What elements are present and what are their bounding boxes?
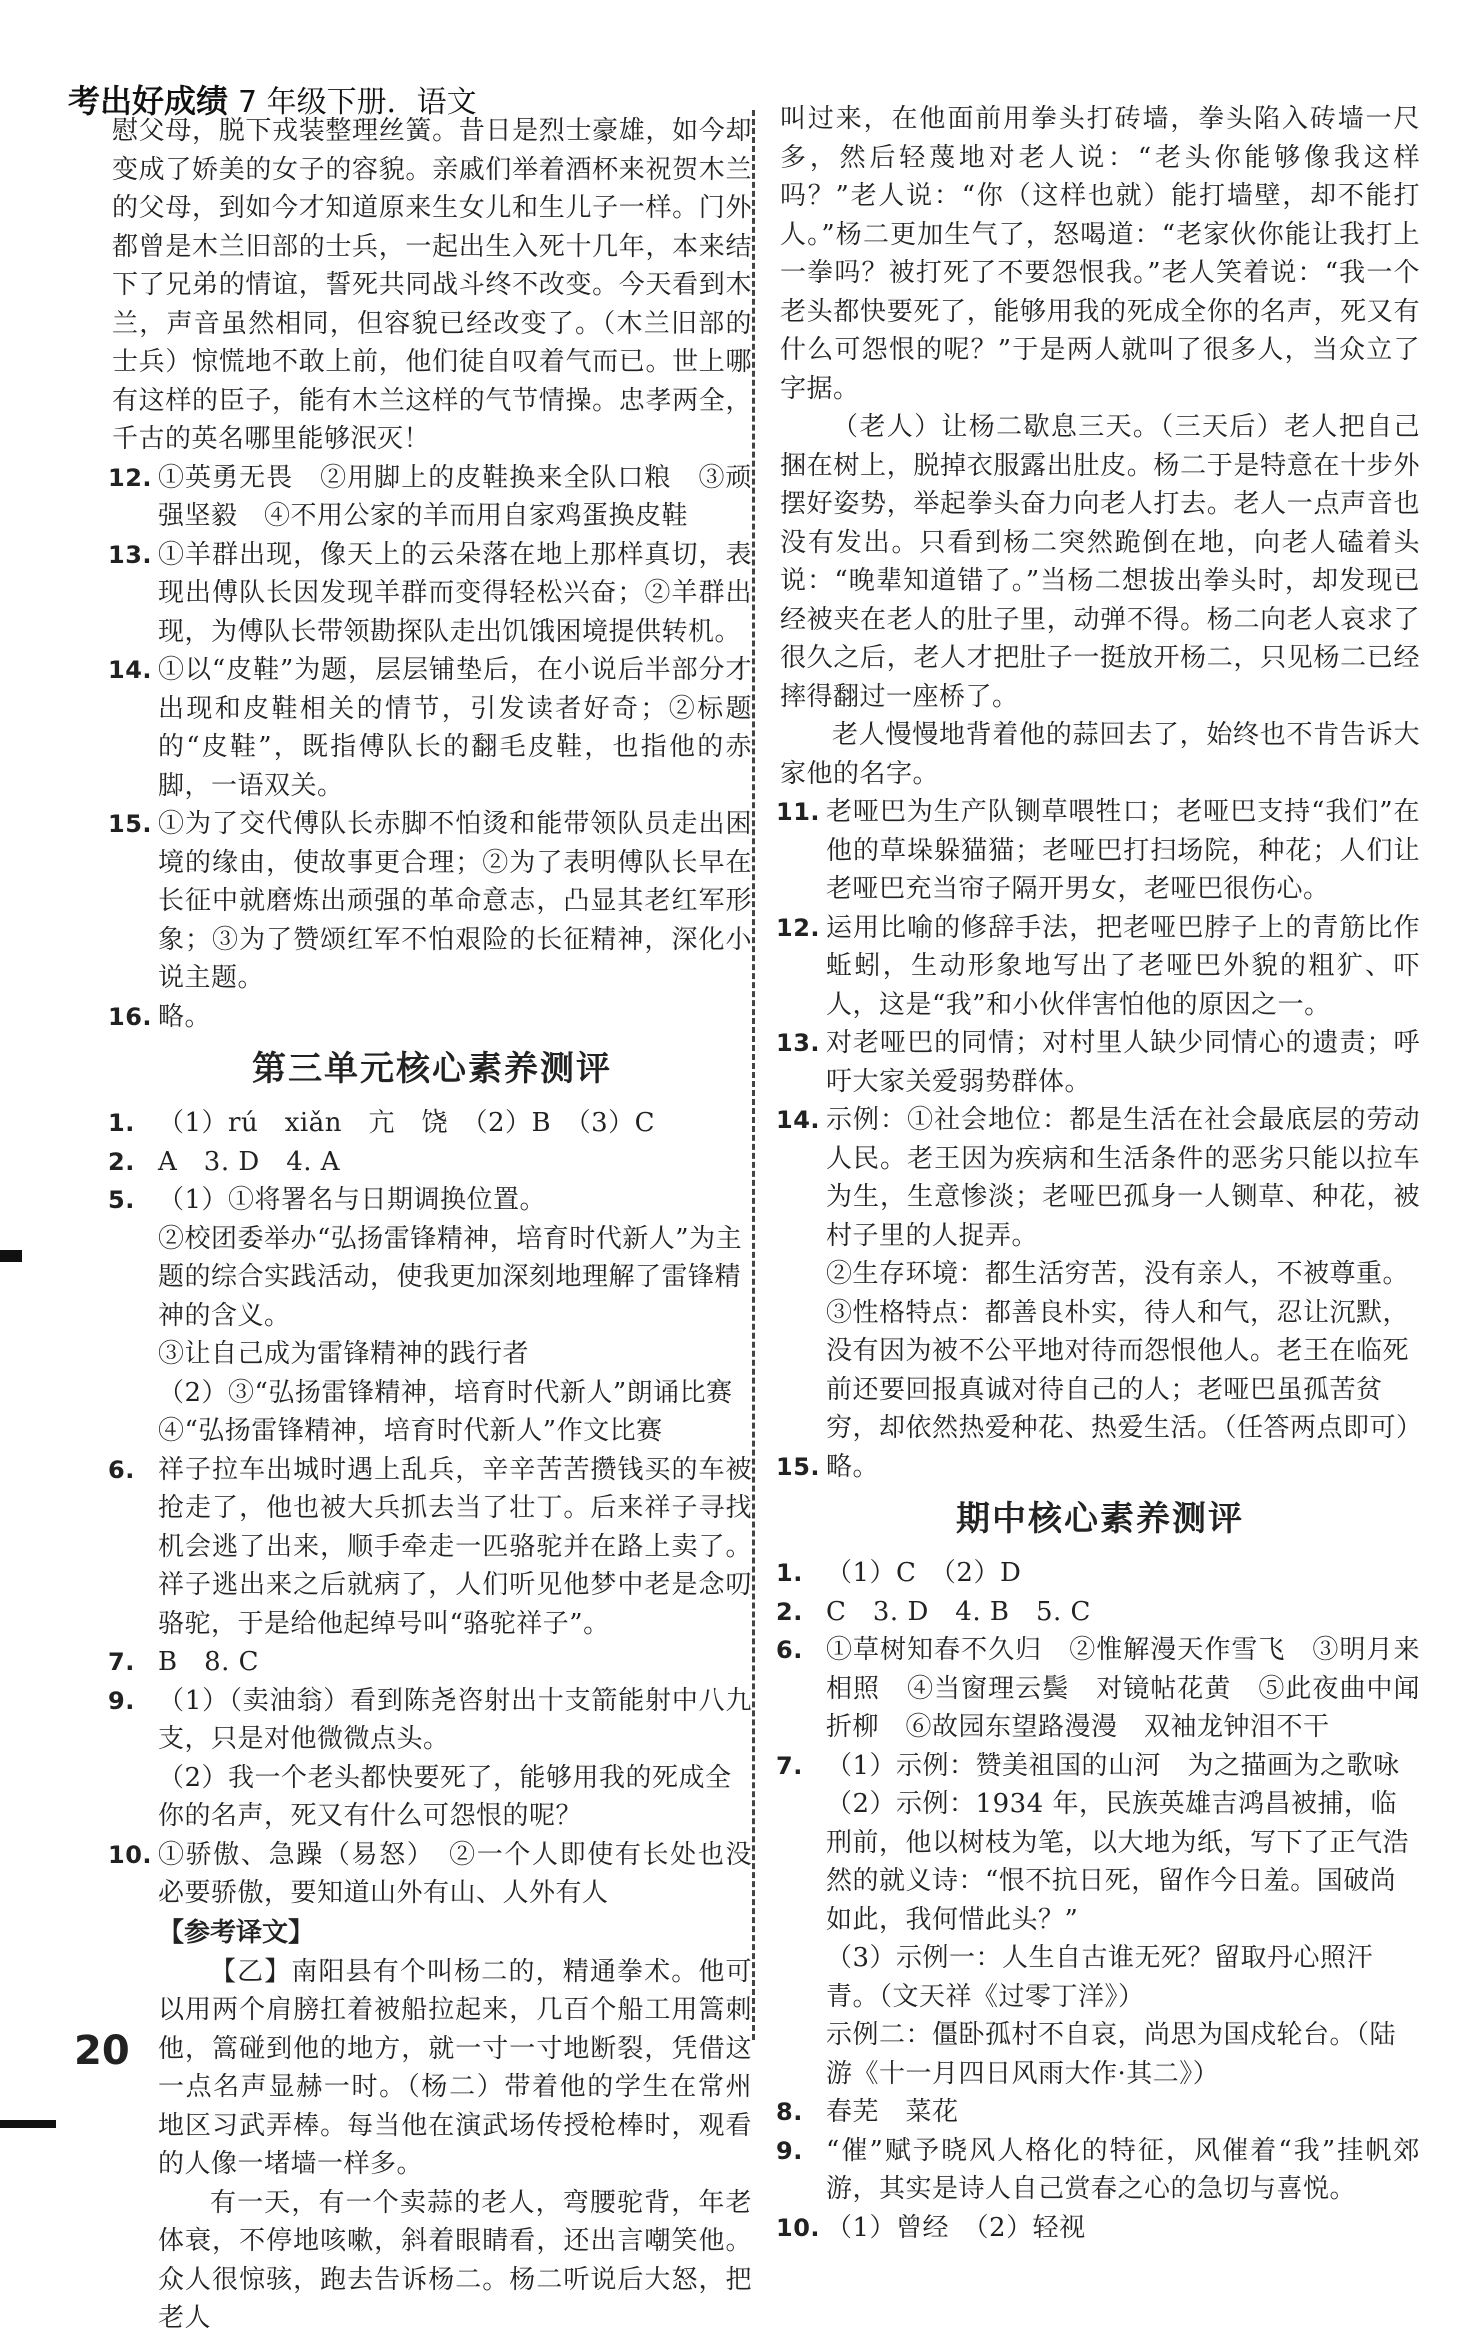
answer-sub-line: ②校团委举办“弘扬雷锋精神，培育时代新人”为主题的综合实践活动，使我更加深刻地理解了雷锋精神的含义。: [158, 1223, 743, 1331]
translation-continued: [780, 100, 1420, 793]
answer-item-16: [108, 998, 752, 1037]
answer-item-7-8: [108, 1643, 752, 1682]
item-text: （1）rú xiǎn 亢 饶 （2）B （3）C: [158, 1108, 656, 1138]
answer-sub-line: 示例二：僵卧孤村不自哀，尚思为国戍轮台。（陆游《十一月四日风雨大作·其二》）: [826, 2020, 1397, 2089]
item-number: 14.: [108, 656, 153, 684]
answer-item-11: [776, 793, 1420, 909]
answer-item-9: [776, 2132, 1420, 2209]
item-text: （1）示例：赞美祖国的山河 为之描画为之歌咏: [826, 1750, 1400, 1781]
answer-sub-line: （2）③“弘扬雷锋精神，培育时代新人”朗诵比赛: [158, 1377, 733, 1408]
item-number: 2.: [108, 1147, 135, 1176]
item-number: 6.: [776, 1636, 803, 1664]
item-number: 11.: [776, 798, 821, 826]
left-intro-paragraph: 慰父母，脱下戎装整理丝簧。昔日是烈士豪雄，如今却变成了娇美的女子的容貌。亲戚们举着酒杯来祝贺木兰的父母，到如今才知道原来生女儿和生儿子一样。门外都曾是木兰旧部的士兵，一起出生入死十几年，本来结下了兄弟的情谊，誓死共同战斗终不改变。今天看到木兰，声音虽然相同，但容貌已经改变了。（木兰旧部的士兵）惊慌地不敢上前，他们徒自叹着气而已。世上哪有这样的臣子，能有木兰这样的气节情操。忠孝两全，千古的英名哪里能够泯灭！: [112, 116, 752, 454]
item-number: 7.: [108, 1648, 135, 1676]
item-text: 春芜 菜花: [826, 2097, 959, 2127]
reference-translation: [112, 1953, 752, 2338]
book-grade: 7 年级下册．语文: [238, 85, 477, 120]
item-text: C 3. D 4. B 5. C: [826, 1596, 1091, 1627]
answer-item-7: [776, 1747, 1420, 1786]
item-number: 1.: [776, 1559, 803, 1587]
answer-item-6: [108, 1451, 752, 1644]
item-text: ①羊群出现，像天上的云朵落在地上那样真切，表现出傅队长因发现羊群而变得轻松兴奋；②羊群出现，为傅队长带领勘探队走出饥饿困境提供转机。: [158, 539, 752, 647]
item-number: 12.: [108, 463, 153, 492]
item-text: B 8. C: [158, 1647, 260, 1677]
answer-item-2-5: [776, 1593, 1420, 1632]
item-number: 15.: [776, 1452, 821, 1481]
reference-translation-heading: 【参考译文】: [158, 1917, 315, 1948]
translation-paragraph: 【乙】南阳县有个叫杨二的，精通拳术。他可以用两个肩膀扛着被船拉起来，几百个船工用篙刺他，篙碰到他的地方，就一寸一寸地断裂，凭借这一点名声显赫一时。（杨二）带着他的学生在常州地区习武弄棒。每当他在演武场传授枪棒时，观看的人像一堵墙一样多。: [158, 1956, 752, 2179]
column-divider: [752, 110, 755, 2040]
answer-sub-line: ②生存环境：都生活穷苦，没有亲人，不被尊重。: [826, 1259, 1410, 1289]
answer-item-12: [108, 459, 752, 536]
answer-item-10: [776, 2209, 1420, 2248]
answer-item-2-4: [108, 1143, 752, 1182]
answer-item-13: [776, 1024, 1420, 1101]
right-column: [776, 100, 1423, 2247]
item-number: 13.: [108, 540, 153, 569]
item-text: ①骄傲、急躁（易怒） ②一个人即使有长处也没必要骄傲，要知道山外有山、人外有人: [158, 1839, 752, 1908]
item-number: 7.: [776, 1751, 803, 1780]
answer-sub-line: （3）示例一：人生自古谁无死？留取丹心照汗青。（文天祥《过零丁洋》）: [826, 1943, 1374, 2012]
item-text: “催”赋予晓风人格化的特征，风催着“我”挂帆郊游，其实是诗人自己赏春之心的急切与喜悦。: [826, 2135, 1420, 2204]
translation-paragraph: 叫过来，在他面前用拳头打砖墙，拳头陷入砖墙一尺多，然后轻蔑地对老人说：“老头你能够像我这样吗？”老人说：“你（这样也就）能打墙壁，却不能打人。”杨二更加生气了，怒喝道：“老家伙你能让我打上一拳吗？被打死了不要怨恨我。”老人笑着说：“我一个老头都快要死了，能够用我的死成全你的名声，死又有什么可怨恨的呢？”于是两人就叫了很多人，当众立了字据。: [780, 104, 1420, 404]
answer-item-12: [776, 909, 1420, 1025]
answer-item-13: [108, 536, 752, 652]
answer-sub-line: ③性格特点：都善良朴实，待人和气，忍让沉默，没有因为被不公平地对待而怨恨他人。老王在临死前还要回报真诚对待自己的人；老哑巴虽孤苦贫穷，却依然热爱种花、热爱生活。（任答两点即可）: [826, 1297, 1423, 1443]
answer-sub-line: ④“弘扬雷锋精神，培育时代新人”作文比赛: [158, 1416, 663, 1446]
answer-item-10: [108, 1836, 752, 1913]
item-text: ①为了交代傅队长赤脚不怕烫和能带领队员走出困境的缘由，使故事更合理；②为了表明傅队长早在长征中就磨炼出顽强的革命意志，凸显其老红军形象；③为了赞颂红军不怕艰险的长征精神，深化小说主题。: [158, 809, 752, 993]
item-number: 9.: [108, 1686, 135, 1715]
item-text: 略。: [826, 1451, 880, 1482]
answer-item-1: [776, 1554, 1420, 1593]
answer-item-15: [776, 1448, 1420, 1487]
translation-paragraph: 有一天，有一个卖蒜的老人，弯腰驼背，年老体衰，不停地咳嗽，斜着眼睛看，还出言嘲笑他。众人很惊骇，跑去告诉杨二。杨二听说后大怒，把老人: [158, 2187, 752, 2333]
item-text: A 3. D 4. A: [158, 1146, 341, 1177]
item-number: 15.: [108, 810, 153, 838]
edge-registration-mark: [0, 1250, 22, 1262]
answer-sub-line: （2）示例：1934 年，民族英雄吉鸿昌被捕，临刑前，他以树枝为笔，以大地为纸，写下了正气浩然的就义诗：“恨不抗日死，留作今日羞。国破尚如此，我何惜此头？”: [826, 1789, 1410, 1935]
item-number: 5.: [108, 1186, 135, 1214]
item-number: 14.: [776, 1106, 821, 1134]
book-brand: 考出好成绩: [68, 82, 229, 120]
answer-item-14: [776, 1101, 1420, 1255]
translation-paragraph: 老人慢慢地背着他的蒜回去了，始终也不肯告诉大家他的名字。: [780, 720, 1420, 789]
item-text: ①以“皮鞋”为题，层层铺垫后，在小说后半部分才出现和皮鞋相关的情节，引发读者好奇；②标题的“皮鞋”，既指傅队长的翻毛皮鞋，也指他的赤脚，一语双关。: [158, 655, 752, 801]
answer-item-15: [108, 805, 752, 998]
item-number: 12.: [776, 913, 821, 942]
item-number: 9.: [776, 2136, 803, 2165]
answer-item-5: [108, 1181, 752, 1220]
page-number: 20: [74, 2028, 130, 2074]
answer-sub-line: （2）我一个老头都快要死了，能够用我的死成全你的名声，死又有什么可怨恨的呢？: [158, 1762, 732, 1831]
section-title-midterm: 期中核心素养测评: [956, 1499, 1244, 1539]
item-text: （1）C （2）D: [826, 1558, 1022, 1588]
answer-item-14: [108, 651, 752, 805]
item-number: 16.: [108, 1002, 153, 1031]
item-text: 运用比喻的修辞手法，把老哑巴脖子上的青筋比作蚯蚓，生动形象地写出了老哑巴外貌的粗犷、吓人，这是“我”和小伙伴害怕他的原因之一。: [826, 912, 1420, 1020]
item-number: 10.: [776, 2213, 821, 2242]
item-number: 1.: [108, 1109, 135, 1137]
item-text: 略。: [158, 1001, 212, 1032]
answer-sub-line: ③让自己成为雷锋精神的践行者: [158, 1339, 530, 1369]
item-text: （1）曾经 （2）轻视: [826, 2212, 1086, 2243]
item-text: 老哑巴为生产队铡草喂牲口；老哑巴支持“我们”在他的草垛躲猫猫；老哑巴打扫场院，种花；人们让老哑巴充当帘子隔开男女，老哑巴很伤心。: [826, 797, 1420, 904]
answer-item-6: [776, 1631, 1420, 1747]
translation-paragraph: （老人）让杨二歇息三天。（三天后）老人把自己捆在树上，脱掉衣服露出肚皮。杨二于是特意在十步外摆好姿势，举起拳头奋力向老人打去。老人一点声音也没有发出。只看到杨二突然跪倒在地，向老人磕着头说：“晚辈知道错了。”当杨二想拔出拳头时，却发现已经被夹在老人的肚子里，动弹不得。杨二向老人哀求了很久之后，老人才把肚子一挺放开杨二，只见杨二已经摔得翻过一座桥了。: [780, 412, 1420, 712]
item-text: 祥子拉车出城时遇上乱兵，辛辛苦苦攒钱买的车被抢走了，他也被大兵抓去当了壮丁。后来祥子寻找机会逃了出来，顺手牵走一匹骆驼并在路上卖了。祥子逃出来之后就病了，人们听见他梦中老是念叨骆驼，于是给他起绰号叫“骆驼祥子”。: [158, 1454, 752, 1639]
left-column: [108, 112, 752, 2338]
section-title-unit3: 第三单元核心素养测评: [252, 1049, 612, 1089]
item-number: 8.: [776, 2098, 803, 2126]
item-number: 6.: [108, 1455, 135, 1484]
item-text: 示例：①社会地位：都是生活在社会最底层的劳动人民。老王因为疾病和生活条件的恶劣只能以拉车为生，生意惨淡；老哑巴孤身一人铡草、种花，被村子里的人捉弄。: [826, 1105, 1420, 1251]
item-text: ①英勇无畏 ②用脚上的皮鞋换来全队口粮 ③顽强坚毅 ④不用公家的羊而用自家鸡蛋换皮鞋: [158, 462, 752, 531]
item-text: ①草树知春不久归 ②惟解漫天作雪飞 ③明月来相照 ④当窗理云鬓 对镜帖花黄 ⑤此夜曲中闻折柳 ⑥故园东望路漫漫 双袖龙钟泪不干: [826, 1635, 1420, 1742]
answer-item-9: [108, 1682, 752, 1759]
answer-item-1: [108, 1104, 752, 1143]
answer-item-8: [776, 2093, 1420, 2132]
item-number: 10.: [108, 1840, 153, 1869]
item-number: 2.: [776, 1597, 803, 1626]
item-number: 13.: [776, 1029, 821, 1057]
item-text: （1）①将署名与日期调换位置。: [158, 1185, 547, 1215]
item-text: （1）（卖油翁）看到陈尧咨射出十支箭能射中八九支，只是对他微微点头。: [158, 1685, 752, 1754]
edge-registration-mark: [0, 2120, 56, 2128]
item-text: 对老哑巴的同情；对村里人缺少同情心的遗责；呼吁大家关爱弱势群体。: [826, 1028, 1420, 1097]
